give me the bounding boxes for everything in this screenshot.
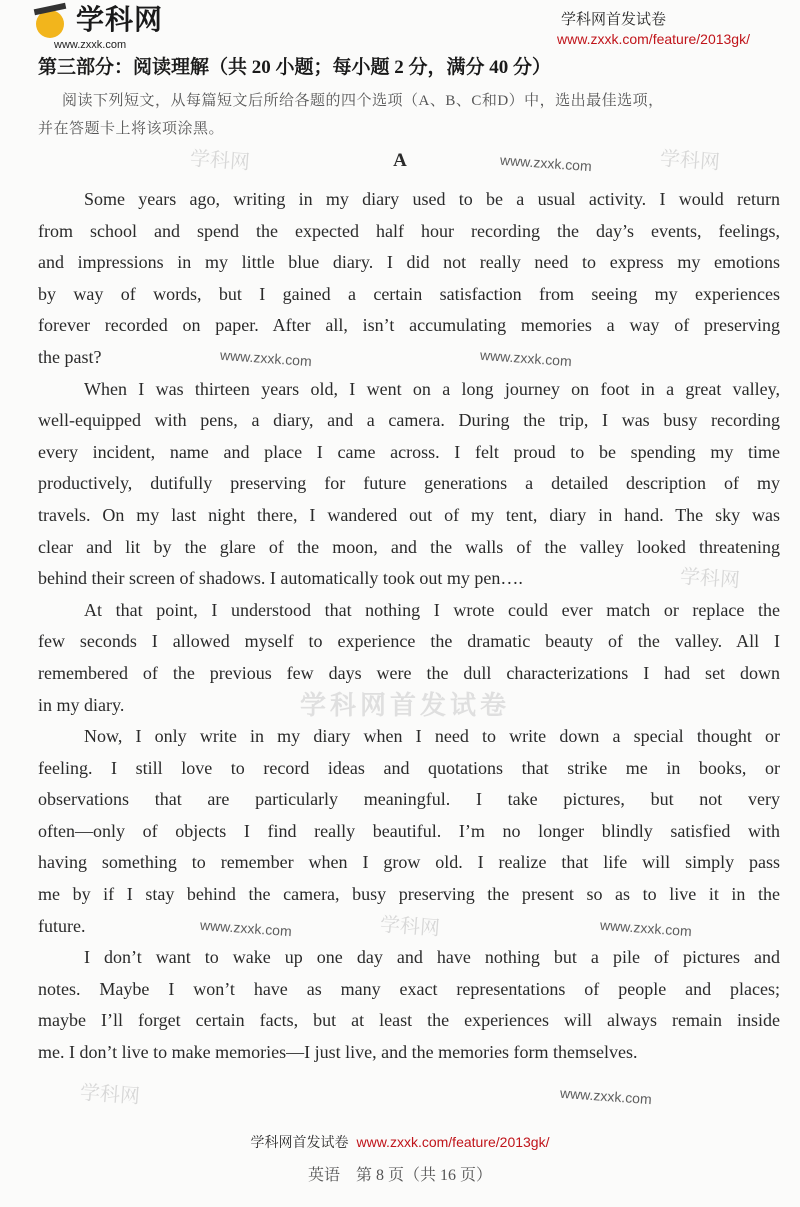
paragraph xyxy=(38,184,780,374)
footer-title: 学科网首发试卷 xyxy=(250,1134,349,1150)
paragraph-line: having something to remember when I grow old. I realize that life will simply pass xyxy=(38,852,780,873)
paragraph-line: forever recorded on paper. After all, isn’t accumulating memories a way of preserving xyxy=(38,315,780,336)
paragraph-line: and impressions in my little blue diary. I did not really need to express my emotions xyxy=(38,252,780,273)
paragraph xyxy=(38,721,780,942)
header-url: www.zxxk.com/feature/2013gk/ xyxy=(557,31,750,47)
watermark-banner: 学科网首发试卷 xyxy=(300,691,511,721)
paragraph-line: When I was thirteen years old, I went on a long journey on foot in a great valley, xyxy=(84,378,780,399)
watermark-url: www.zxxk.com xyxy=(219,346,313,370)
paragraph-line: notes. Maybe I won’t have as many exact representations of people and places; xyxy=(38,978,780,999)
paragraph-line: remembered of the previous few days were the dull characterizations I had set down xyxy=(38,662,780,683)
footer xyxy=(0,1132,800,1152)
paragraph-line: in my diary. xyxy=(38,694,125,715)
paragraph-line: At that point, I understood that nothing I wrote could ever match or replace the xyxy=(84,599,780,620)
paragraph-line: Some years ago, writing in my diary used to be a usual activity. I would return xyxy=(84,189,780,209)
paragraph-line: maybe I’ll forget certain facts, but at least the experiences will always remain inside xyxy=(38,1010,780,1031)
passage-label: A xyxy=(393,150,407,171)
paragraph-line: often—only of objects I find really beautiful. I’m no longer blindly satisfied with xyxy=(38,820,780,841)
paragraph-line: by way of words, but I gained a certain satisfaction from seeing my experiences xyxy=(38,283,780,304)
watermark-url: www.zxxk.com xyxy=(199,916,293,940)
paragraph-line: clear and lit by the glare of the moon, and the walls of the valley looked threatening xyxy=(38,536,780,557)
logo-url: www.zxxk.com xyxy=(54,39,127,51)
paragraph-line: behind their screen of shadows. I automatically took out my pen…. xyxy=(38,568,523,589)
paragraph-line: productively, dutifully preserving for future generations a detailed description of my xyxy=(38,473,780,494)
watermark-brand: 学科网 xyxy=(189,147,251,175)
paragraph-line: observations that are particularly meaningful. I take pictures, but not very xyxy=(38,789,780,810)
watermark-brand: 学科网 xyxy=(659,147,721,175)
paragraph-line: I don’t want to wake up one day and have nothing but a pile of pictures and xyxy=(84,947,780,968)
section-title: 第三部分：阅读理解（共 20 小题；每小题 2 分，满分 40 分） xyxy=(38,57,552,78)
paragraph xyxy=(38,942,780,1068)
paragraph-line: me by if I stay behind the camera, busy preserving the present so as to live it in the xyxy=(38,884,780,905)
mascot-icon xyxy=(36,10,64,38)
watermark-brand: 学科网 xyxy=(679,565,741,593)
paragraph-line: me. I don’t live to make memories—I just live, and the memories form themselves. xyxy=(38,1042,638,1063)
logo-brand: 学科网 xyxy=(76,3,164,36)
logo xyxy=(36,4,216,54)
paragraph-line: future. xyxy=(38,915,86,936)
watermark-brand: 学科网 xyxy=(79,1081,141,1109)
paragraph-line: few seconds I allowed myself to experience the dramatic beauty of the valley. All I xyxy=(38,631,780,652)
instruction-line: 并在答题卡上将该项涂黑。 xyxy=(38,121,225,137)
header-right xyxy=(557,8,750,47)
instruction-line: 阅读下列短文，从每篇短文后所给各题的四个选项（A、B、C和D）中，选出最佳选项， xyxy=(62,93,664,109)
paragraph-line: from school and spend the expected half hour recording the day’s events, feelings, xyxy=(38,220,780,241)
paragraph-line: every incident, name and place I came across. I felt proud to be spending my time xyxy=(38,441,780,462)
watermark-brand: 学科网 xyxy=(379,913,441,941)
watermark-url: www.zxxk.com xyxy=(599,916,693,940)
page-number: 英语 第 8 页（共 16 页） xyxy=(307,1167,492,1184)
watermark-url: www.zxxk.com xyxy=(479,346,573,370)
watermark-url: www.zxxk.com xyxy=(559,1084,653,1108)
paragraph-line: well-equipped with pens, a diary, and a camera. During the trip, I was busy recording xyxy=(38,410,780,431)
paragraph-line: the past? xyxy=(38,346,102,367)
watermark-url: www.zxxk.com xyxy=(499,151,593,175)
header-title: 学科网首发试卷 xyxy=(561,11,667,28)
paragraph-line: feeling. I still love to record ideas and quotations that strike me in books, or xyxy=(38,757,780,778)
footer-url: www.zxxk.com/feature/2013gk/ xyxy=(356,1134,550,1150)
paragraph xyxy=(38,374,780,595)
paragraph-line: travels. On my last night there, I wandered out of my tent, diary in hand. The sky was xyxy=(38,504,780,525)
paragraph-line: Now, I only write in my diary when I need to write down a special thought or xyxy=(84,726,780,747)
